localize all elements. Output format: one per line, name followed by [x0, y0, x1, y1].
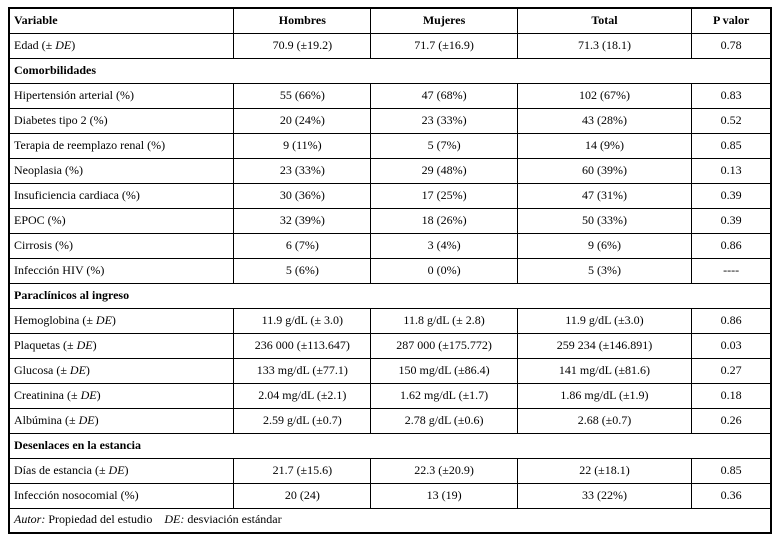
cell-value: 0.78 [692, 33, 771, 58]
text: Infección nosocomial (%) [14, 487, 139, 502]
cell-value: ---- [692, 258, 771, 283]
section-header [9, 433, 771, 458]
variable-label [9, 133, 234, 158]
cell-value: 0.86 [692, 308, 771, 333]
variable-label [9, 183, 234, 208]
section-row [9, 433, 771, 458]
variable-label [9, 33, 234, 58]
text: Paraclínicos al ingreso [14, 287, 130, 302]
cell-value: 0.27 [692, 358, 771, 383]
text: Comorbilidades [14, 62, 97, 77]
cell-value: 43 (28%) [517, 108, 691, 133]
cell-value: 0.86 [692, 233, 771, 258]
data-row [9, 183, 771, 208]
data-row [9, 108, 771, 133]
variable-label [9, 408, 234, 433]
text: ) [111, 312, 116, 327]
cell-value: 9 (6%) [517, 233, 691, 258]
text: ) [71, 37, 76, 52]
cell-value: 0.13 [692, 158, 771, 183]
cell-value: 20 (24) [234, 483, 371, 508]
data-row [9, 33, 771, 58]
cell-value: 23 (33%) [371, 108, 517, 133]
data-row [9, 383, 771, 408]
section-row [9, 58, 771, 83]
cell-value: 5 (6%) [234, 258, 371, 283]
text: Neoplasia (%) [14, 162, 83, 177]
cell-value: 287 000 (±175.772) [371, 333, 517, 358]
cell-value: 1.86 mg/dL (±1.9) [517, 383, 691, 408]
footnote-row [9, 508, 771, 533]
variable-label [9, 308, 234, 333]
cell-value: 0.03 [692, 333, 771, 358]
text: Hemoglobina (± [14, 312, 96, 327]
variable-label [9, 333, 234, 358]
cell-value: 2.78 g/dL (±0.6) [371, 408, 517, 433]
italic-text: Autor: [14, 512, 49, 527]
footnote [9, 508, 771, 533]
data-row [9, 358, 771, 383]
text: Propiedad del estudio [48, 512, 153, 527]
cell-value: 47 (68%) [371, 83, 517, 108]
column-header-hombres: Hombres [234, 8, 371, 33]
cell-value: 18 (26%) [371, 208, 517, 233]
data-row [9, 158, 771, 183]
cell-value: 0.26 [692, 408, 771, 433]
italic-text: DE [76, 337, 93, 352]
cell-value: 21.7 (±15.6) [234, 458, 371, 483]
cell-value: 141 mg/dL (±81.6) [517, 358, 691, 383]
text: Días de estancia (± [14, 462, 109, 477]
variable-label [9, 258, 234, 283]
italic-text: DE [95, 312, 112, 327]
italic-text: DE: [164, 512, 188, 527]
cell-value: 55 (66%) [234, 83, 371, 108]
text: Infección HIV (%) [14, 262, 105, 277]
variable-label [9, 208, 234, 233]
cell-value: 133 mg/dL (±77.1) [234, 358, 371, 383]
data-row [9, 233, 771, 258]
variable-label [9, 158, 234, 183]
cell-value: 0.52 [692, 108, 771, 133]
cell-value: 9 (11%) [234, 133, 371, 158]
cell-value: 5 (7%) [371, 133, 517, 158]
italic-text: DE [80, 387, 97, 402]
text: Creatinina (± [14, 387, 81, 402]
cell-value: 71.3 (18.1) [517, 33, 691, 58]
cell-value: 5 (3%) [517, 258, 691, 283]
cell-value: 20 (24%) [234, 108, 371, 133]
column-header-mujeres: Mujeres [371, 8, 517, 33]
cell-value: 102 (67%) [517, 83, 691, 108]
cell-value: 22.3 (±20.9) [371, 458, 517, 483]
data-row [9, 258, 771, 283]
text: Albúmina (± [14, 412, 79, 427]
cell-value: 2.59 g/dL (±0.7) [234, 408, 371, 433]
cell-value: 0.85 [692, 133, 771, 158]
cell-value: 0.36 [692, 483, 771, 508]
text: ) [96, 387, 101, 402]
text: Edad (± [14, 37, 56, 52]
document-page [8, 7, 772, 534]
text [152, 512, 164, 526]
cell-value: 17 (25%) [371, 183, 517, 208]
cell-value: 22 (±18.1) [517, 458, 691, 483]
text: Plaquetas (± [14, 337, 77, 352]
column-header-variable: Variable [9, 8, 234, 33]
cell-value: 30 (36%) [234, 183, 371, 208]
cell-value: 50 (33%) [517, 208, 691, 233]
section-row [9, 283, 771, 308]
text: ) [94, 412, 99, 427]
cell-value: 32 (39%) [234, 208, 371, 233]
cell-value: 14 (9%) [517, 133, 691, 158]
header-row [9, 8, 771, 33]
cell-value: 0.39 [692, 208, 771, 233]
cell-value: 47 (31%) [517, 183, 691, 208]
cell-value: 0.18 [692, 383, 771, 408]
cell-value: 29 (48%) [371, 158, 517, 183]
cell-value: 0.83 [692, 83, 771, 108]
cell-value: 6 (7%) [234, 233, 371, 258]
cell-value: 236 000 (±113.647) [234, 333, 371, 358]
data-row [9, 483, 771, 508]
text: Insuficiencia cardiaca (%) [14, 187, 140, 202]
cell-value: 11.9 g/dL (±3.0) [517, 308, 691, 333]
cell-value: 13 (19) [371, 483, 517, 508]
italic-text: DE [108, 462, 125, 477]
cell-value: 0 (0%) [371, 258, 517, 283]
text: ) [124, 462, 129, 477]
text: Diabetes tipo 2 (%) [14, 112, 108, 127]
data-row [9, 308, 771, 333]
cell-value: 3 (4%) [371, 233, 517, 258]
data-row [9, 208, 771, 233]
cell-value: 33 (22%) [517, 483, 691, 508]
cell-value: 11.9 g/dL (± 3.0) [234, 308, 371, 333]
text: Terapia de reemplazo renal (%) [14, 137, 166, 152]
cell-value: 150 mg/dL (±86.4) [371, 358, 517, 383]
data-row [9, 408, 771, 433]
variable-label [9, 383, 234, 408]
italic-text: DE [55, 37, 72, 52]
cell-value: 259 234 (±146.891) [517, 333, 691, 358]
text: ) [85, 362, 90, 377]
variable-label [9, 83, 234, 108]
data-row [9, 83, 771, 108]
cell-value: 70.9 (±19.2) [234, 33, 371, 58]
cell-value: 2.04 mg/dL (±2.1) [234, 383, 371, 408]
column-header-total: Total [517, 8, 691, 33]
section-header [9, 58, 771, 83]
table-body [9, 33, 771, 508]
column-header-pvalor: P valor [692, 8, 771, 33]
italic-text: DE [78, 412, 95, 427]
data-row [9, 333, 771, 358]
cell-value: 1.62 mg/dL (±1.7) [371, 383, 517, 408]
text: EPOC (%) [14, 212, 66, 227]
data-row [9, 458, 771, 483]
cell-value: 0.85 [692, 458, 771, 483]
text: desviación estándar [187, 512, 282, 527]
variable-label [9, 108, 234, 133]
variable-label [9, 483, 234, 508]
variable-label [9, 458, 234, 483]
data-row [9, 133, 771, 158]
cell-value: 0.39 [692, 183, 771, 208]
variable-label [9, 358, 234, 383]
text: Glucosa (± [14, 362, 70, 377]
text: Cirrosis (%) [14, 237, 73, 252]
variable-label [9, 233, 234, 258]
cell-value: 60 (39%) [517, 158, 691, 183]
cell-value: 71.7 (±16.9) [371, 33, 517, 58]
cell-value: 11.8 g/dL (± 2.8) [371, 308, 517, 333]
text: Desenlaces en la estancia [14, 437, 141, 452]
text: ) [92, 337, 97, 352]
statistics-table [8, 7, 772, 534]
text: Hipertensión arterial (%) [14, 87, 134, 102]
italic-text: DE [69, 362, 86, 377]
section-header [9, 283, 771, 308]
cell-value: 2.68 (±0.7) [517, 408, 691, 433]
cell-value: 23 (33%) [234, 158, 371, 183]
